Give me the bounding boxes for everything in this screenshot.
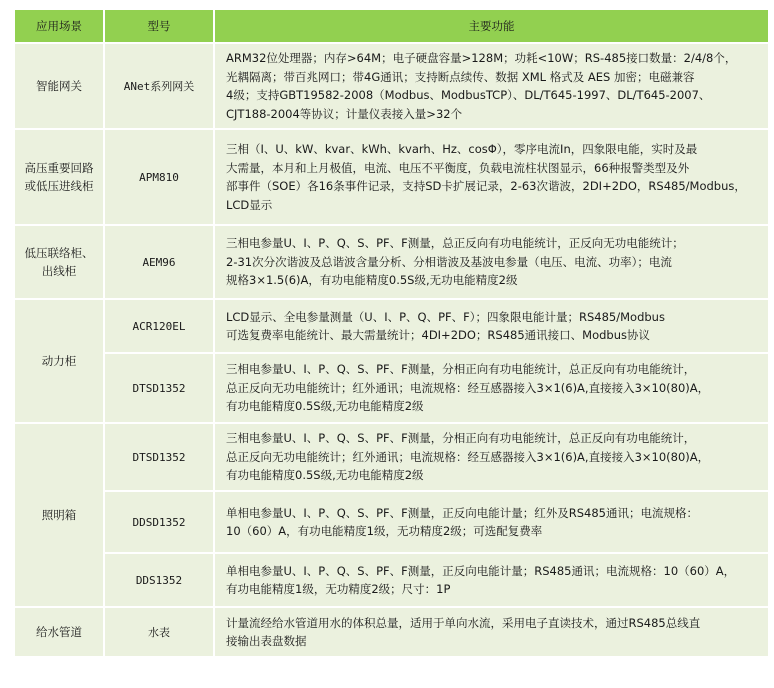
cell-text: APM810 <box>139 170 179 184</box>
cell-text: LCD显示、全电参量测量（U、I、P、Q、PF、F）；四象限电能计量；RS485/Modbus <box>226 309 665 324</box>
cell-text: 动力柜 <box>41 354 77 368</box>
model-cell <box>104 129 214 225</box>
cell-text: AEM96 <box>142 255 176 269</box>
cell-text: 可选复费率电能统计、最大需量统计；4DI+2DO；RS485通讯接口、Modbus协议 <box>226 328 650 342</box>
cell-text: ARM32位处理器；内存>64M；电子硬盘容量>128M；功耗<10W；RS-485接口数量：2/4/8个， <box>226 51 737 65</box>
scenario-cell <box>14 225 104 299</box>
cell-text: DDS1352 <box>135 573 183 587</box>
table-row <box>14 299 769 353</box>
cell-text: 低压联络柜、 <box>24 246 94 260</box>
cell-text: 单相电参量U、I、P、Q、S、PF、F测量，正反向电能计量；RS485通讯；电流规格：10（60）A， <box>226 563 736 578</box>
cell-text: 有功电能精度0.5S级,无功电能精度2级 <box>226 468 424 483</box>
model-cell <box>104 43 214 129</box>
table-row <box>14 129 769 225</box>
function-cell <box>214 225 769 299</box>
cell-text: 照明箱 <box>41 508 77 522</box>
cell-text: 4级；支持GBT19582-2008（Modbus、ModbusTCP）、DL/T645-1997、DL/T645-2007、 <box>226 88 711 102</box>
function-cell <box>214 491 769 553</box>
scenario-cell <box>14 129 104 225</box>
scenario-cell <box>14 607 104 657</box>
cell-text: 光耦隔离；带百兆网口；带4G通讯；支持断点续传、数据 XML 格式及 AES 加密；电磁兼容 <box>226 69 695 84</box>
cell-text: 2-31次分次谐波及总谐波含量分析、分相谐波及基波电参量（电压、电流、功率）；电流 <box>226 254 672 269</box>
table-row <box>14 43 769 129</box>
model-cell <box>104 353 214 423</box>
model-cell <box>104 299 214 353</box>
table-row <box>14 225 769 299</box>
function-cell <box>214 299 769 353</box>
cell-text: 大需量，本月和上月极值，电流、电压不平衡度，负载电流柱状图显示，66种报警类型及外 <box>226 160 690 175</box>
table-row <box>14 353 769 423</box>
cell-text: 或低压进线柜 <box>24 179 94 193</box>
cell-text: CJT188-2004等协议；计量仪表接入量>32个 <box>226 106 463 121</box>
function-cell <box>214 553 769 607</box>
model-cell <box>104 225 214 299</box>
cell-text: 给水管道 <box>36 625 82 639</box>
model-cell <box>104 607 214 657</box>
header-scenario: 应用场景 <box>14 9 104 43</box>
cell-text: 规格3×1.5(6)A，有功电能精度0.5S级,无功电能精度2级 <box>226 273 518 288</box>
cell-text: 总正反向无功电能统计；红外通讯；电流规格：经互感器接入3×1(6)A,直接接入3×10(80)A， <box>226 449 710 464</box>
table-row <box>14 553 769 607</box>
cell-text: 接输出表盘数据 <box>226 634 307 648</box>
cell-text: 智能网关 <box>36 79 82 93</box>
cell-text: 计量流经给水管道用水的体积总量，适用于单向水流，采用电子直读技术，通过RS485总线直 <box>226 615 701 630</box>
product-table <box>13 8 770 658</box>
cell-text: DDSD1352 <box>132 515 186 529</box>
model-cell <box>104 553 214 607</box>
function-cell <box>214 129 769 225</box>
scenario-cell <box>14 43 104 129</box>
cell-text: 三相（I、U、kW、kvar、kWh、kvarh、Hz、cosΦ），零序电流In，四象限电能，实时及最 <box>226 142 698 156</box>
function-cell <box>214 353 769 423</box>
scenario-cell <box>14 423 104 607</box>
cell-text: ACR120EL <box>132 319 186 333</box>
scenario-cell <box>14 299 104 423</box>
header-function: 主要功能 <box>214 9 769 43</box>
header-model: 型号 <box>104 9 214 43</box>
model-cell <box>104 423 214 491</box>
cell-text: LCD显示 <box>226 197 273 212</box>
cell-text: 有功电能精度0.5S级,无功电能精度2级 <box>226 399 424 414</box>
cell-text: 高压重要回路 <box>24 161 94 175</box>
cell-text: 部事件（SOE）各16条事件记录，支持SD卡扩展记录，2-63次谐波，2DI+2DO，RS485/Modbus， <box>226 179 746 193</box>
cell-text: 10（60）A，有功电能精度1级，无功精度2级；可选配复费率 <box>226 524 543 538</box>
cell-text: 水表 <box>148 625 170 639</box>
model-cell <box>104 491 214 553</box>
cell-text: 三相电参量U、I、P、Q、S、PF、F测量，总正反向有功电能统计，正反向无功电能统计； <box>226 236 684 251</box>
cell-text: DTSD1352 <box>132 450 186 464</box>
cell-text: 三相电参量U、I、P、Q、S、PF、F测量，分相正向有功电能统计，总正反向有功电能统计， <box>226 362 696 377</box>
cell-text: 单相电参量U、I、P、Q、S、PF、F测量，正反向电能计量；红外及RS485通讯；电流规格： <box>226 505 698 520</box>
table-row <box>14 607 769 657</box>
cell-text: DTSD1352 <box>132 381 186 395</box>
cell-text: 出线柜 <box>41 264 77 278</box>
table-row <box>14 423 769 491</box>
table-header-row <box>14 9 769 43</box>
cell-text: 有功电能精度1级，无功精度2级；尺寸：1P <box>226 582 451 596</box>
cell-text: ANet系列网关 <box>123 79 195 93</box>
function-cell <box>214 607 769 657</box>
table-row <box>14 491 769 553</box>
cell-text: 三相电参量U、I、P、Q、S、PF、F测量，分相正向有功电能统计，总正反向有功电能统计， <box>226 431 696 446</box>
function-cell <box>214 43 769 129</box>
cell-text: 总正反向无功电能统计；红外通讯；电流规格：经互感器接入3×1(6)A,直接接入3×10(80)A， <box>226 380 710 395</box>
function-cell <box>214 423 769 491</box>
